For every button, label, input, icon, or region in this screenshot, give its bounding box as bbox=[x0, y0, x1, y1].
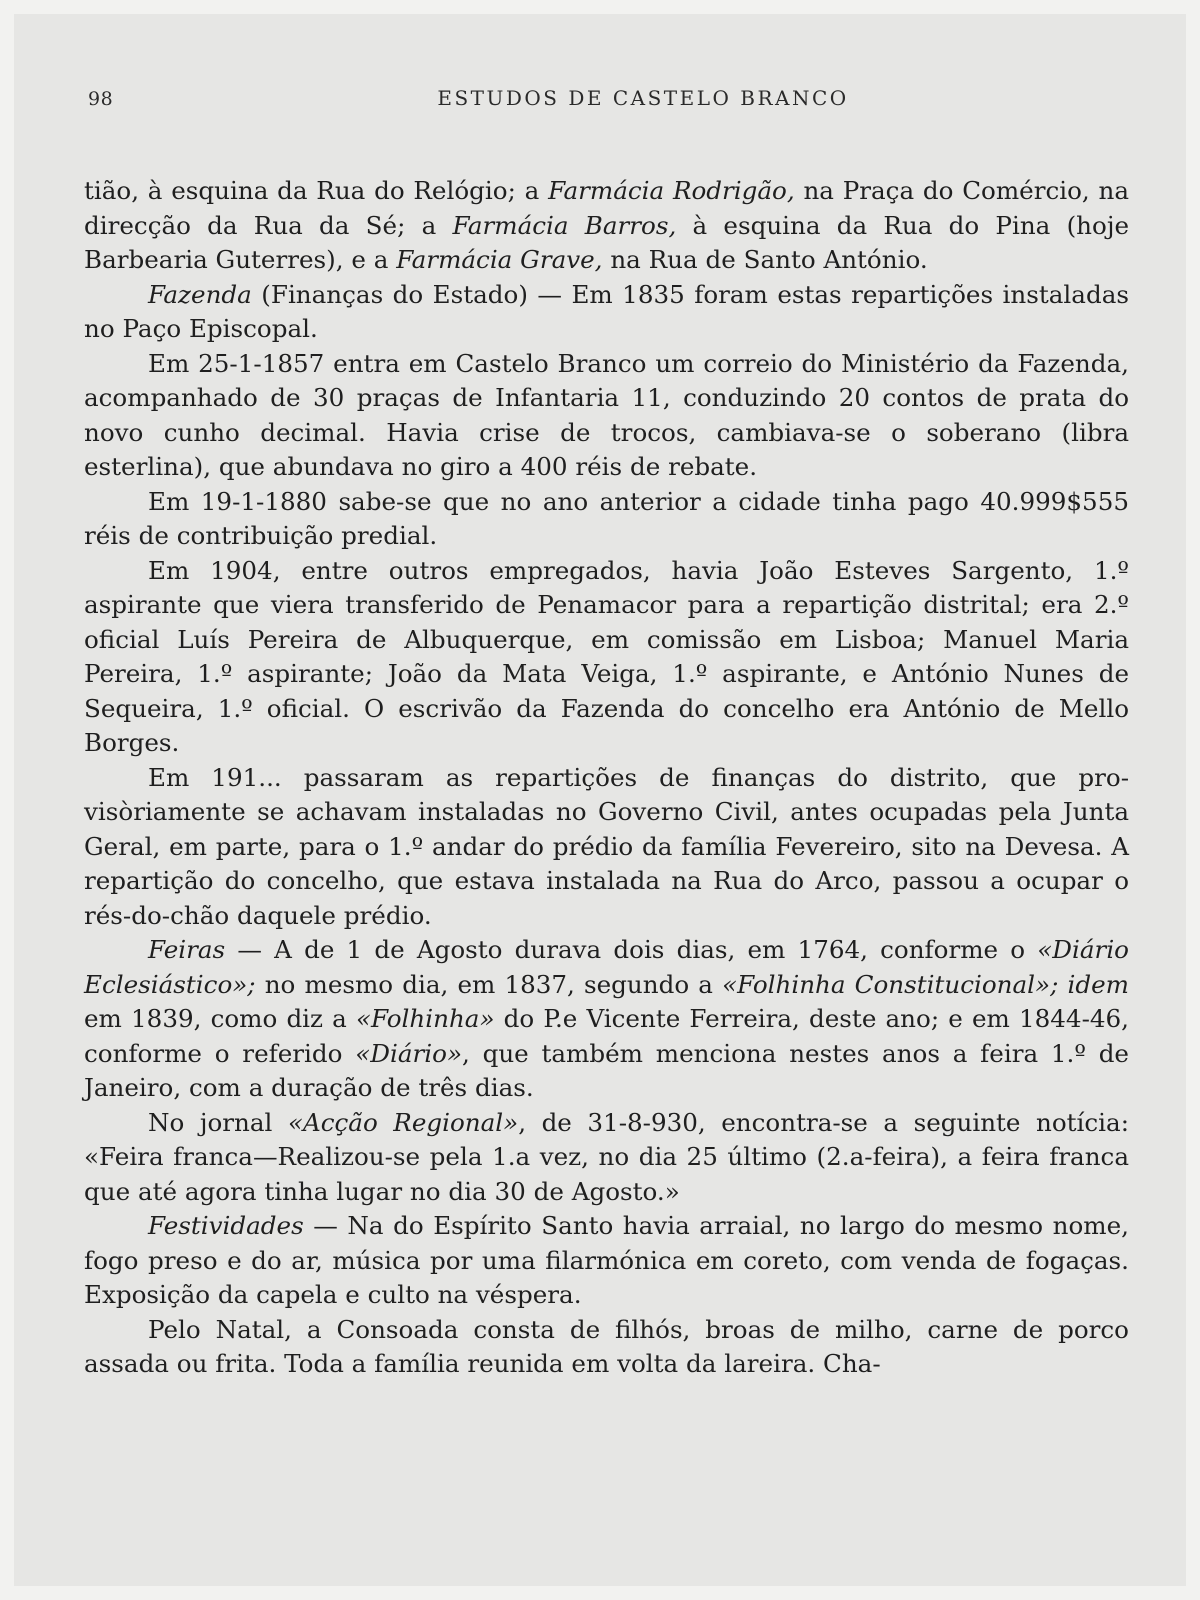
paragraph bbox=[84, 485, 1129, 554]
text-run: na Praça do Comércio, na direcção da Rua da Sé; a bbox=[84, 176, 1129, 240]
text-run: , de 31-8-930, encontra-se a seguinte notícia: «Feira franca—Realizou-se pela 1.a vez, no dia 25 último (2.a-feira), a feira franca que até agora tinha lugar no dia 30 de Agosto.» bbox=[84, 1107, 1129, 1206]
book-page bbox=[14, 14, 1186, 1586]
italic-text: Farmácia Rodrigão, bbox=[548, 176, 795, 205]
paragraph bbox=[84, 761, 1129, 934]
body-text bbox=[84, 174, 1129, 1382]
italic-text: Festividades bbox=[148, 1211, 304, 1240]
text-run: — Na do Espírito Santo havia arraial, no largo do mesmo nome, fogo preso e do ar, música por uma filarmónica em coreto, com venda de fogaças. Exposição da capela e culto na véspera. bbox=[84, 1211, 1129, 1309]
text-run: No jornal bbox=[148, 1107, 288, 1137]
page-number: 98 bbox=[88, 88, 114, 110]
text-run: Pelo Natal, a Consoada consta de filhós, broas de milho, carne de porco assada ou frita. Toda a família reunida em volta da lareira. Cha- bbox=[84, 1314, 1129, 1378]
page-header bbox=[88, 76, 1128, 116]
paragraph bbox=[84, 278, 1129, 347]
paragraph bbox=[84, 1313, 1129, 1382]
italic-text: Fazenda bbox=[148, 279, 252, 309]
text-run: (Finanças do Estado) — Em 1835 foram estas repartições instaladas no Paço Episcopal. bbox=[84, 279, 1129, 343]
running-head: ESTUDOS DE CASTELO BRANCO bbox=[437, 86, 849, 110]
paragraph bbox=[84, 1209, 1129, 1313]
text-run: no mesmo dia, em 1837, segundo a bbox=[264, 969, 723, 999]
italic-text: Farmácia Barros, bbox=[452, 210, 677, 240]
text-run: , que também menciona nestes anos a feira 1.º de Janeiro, com a duração de três dias. bbox=[84, 1038, 1129, 1102]
paragraph bbox=[84, 554, 1129, 761]
text-run: Em 19-1-1880 sabe-se que no ano anterior a cidade tinha pago 40.999$555 réis de contribuição predial. bbox=[84, 486, 1129, 550]
text-run: Em 1904, entre outros empregados, havia João Esteves Sargento, 1.º aspirante que viera transferido de Penamacor para a repartição distrital; era 2.º oficial Luís Pereira de Albuquerque, em comissão em Lisboa; Manuel Maria Pereira, 1.º aspirante; João da Mata Veiga, 1.º aspirante, e António Nunes de Sequeira, 1.º oficial. O escrivão da Fazenda do concelho era António de Mello Borges. bbox=[84, 555, 1129, 757]
text-run: à esquina da Rua do Pina (hoje Barbearia Guterres), e a bbox=[84, 210, 1129, 274]
paragraph bbox=[84, 174, 1129, 278]
text-run: na Rua de Santo António. bbox=[602, 245, 928, 274]
text-run: Em 191... passaram as repartições de finanças do distrito, que provisòriamente se achavam instaladas no Governo Civil, antes ocupadas pela Junta Geral, em parte, para o 1.º andar do prédio da família Fevereiro, sito na Devesa. A repartição do concelho, que estava instalada na Rua do Arco, passou a ocupar o rés-do-chão daquele prédio. bbox=[84, 762, 1129, 930]
italic-text: «Folhinha Constitucional»; idem bbox=[722, 969, 1129, 999]
text-run: Em 25-1-1857 entra em Castelo Branco um correio do Ministério da Fazenda, acompanhado de 30 praças de Infantaria 11, conduzindo 20 contos de prata do novo cunho decimal. Havia crise de trocos, cambiava-se o soberano (libra esterlina), que abundava no giro a 400 réis de rebate. bbox=[84, 348, 1129, 481]
text-run: tião, à esquina da Rua do Relógio; a bbox=[84, 176, 549, 205]
paragraph bbox=[84, 347, 1129, 485]
italic-text: «Acção Regional» bbox=[287, 1107, 519, 1137]
italic-text: «Diário» bbox=[355, 1038, 463, 1068]
italic-text: Feiras bbox=[148, 935, 226, 964]
text-run: — A de 1 de Agosto durava dois dias, em 1764, conforme o bbox=[225, 935, 1038, 964]
italic-text: «Folhinha» bbox=[355, 1004, 495, 1033]
italic-text: Farmácia Grave, bbox=[396, 245, 603, 274]
text-run: do P.e Vicente Ferreira, deste ano; e em 1844-46, conforme o referido bbox=[84, 1004, 1130, 1068]
paragraph bbox=[84, 933, 1129, 1106]
italic-text: «Diário Eclesiástico»; bbox=[84, 935, 1129, 999]
text-run: em 1839, como diz a bbox=[84, 1004, 356, 1033]
paragraph bbox=[84, 1106, 1129, 1210]
